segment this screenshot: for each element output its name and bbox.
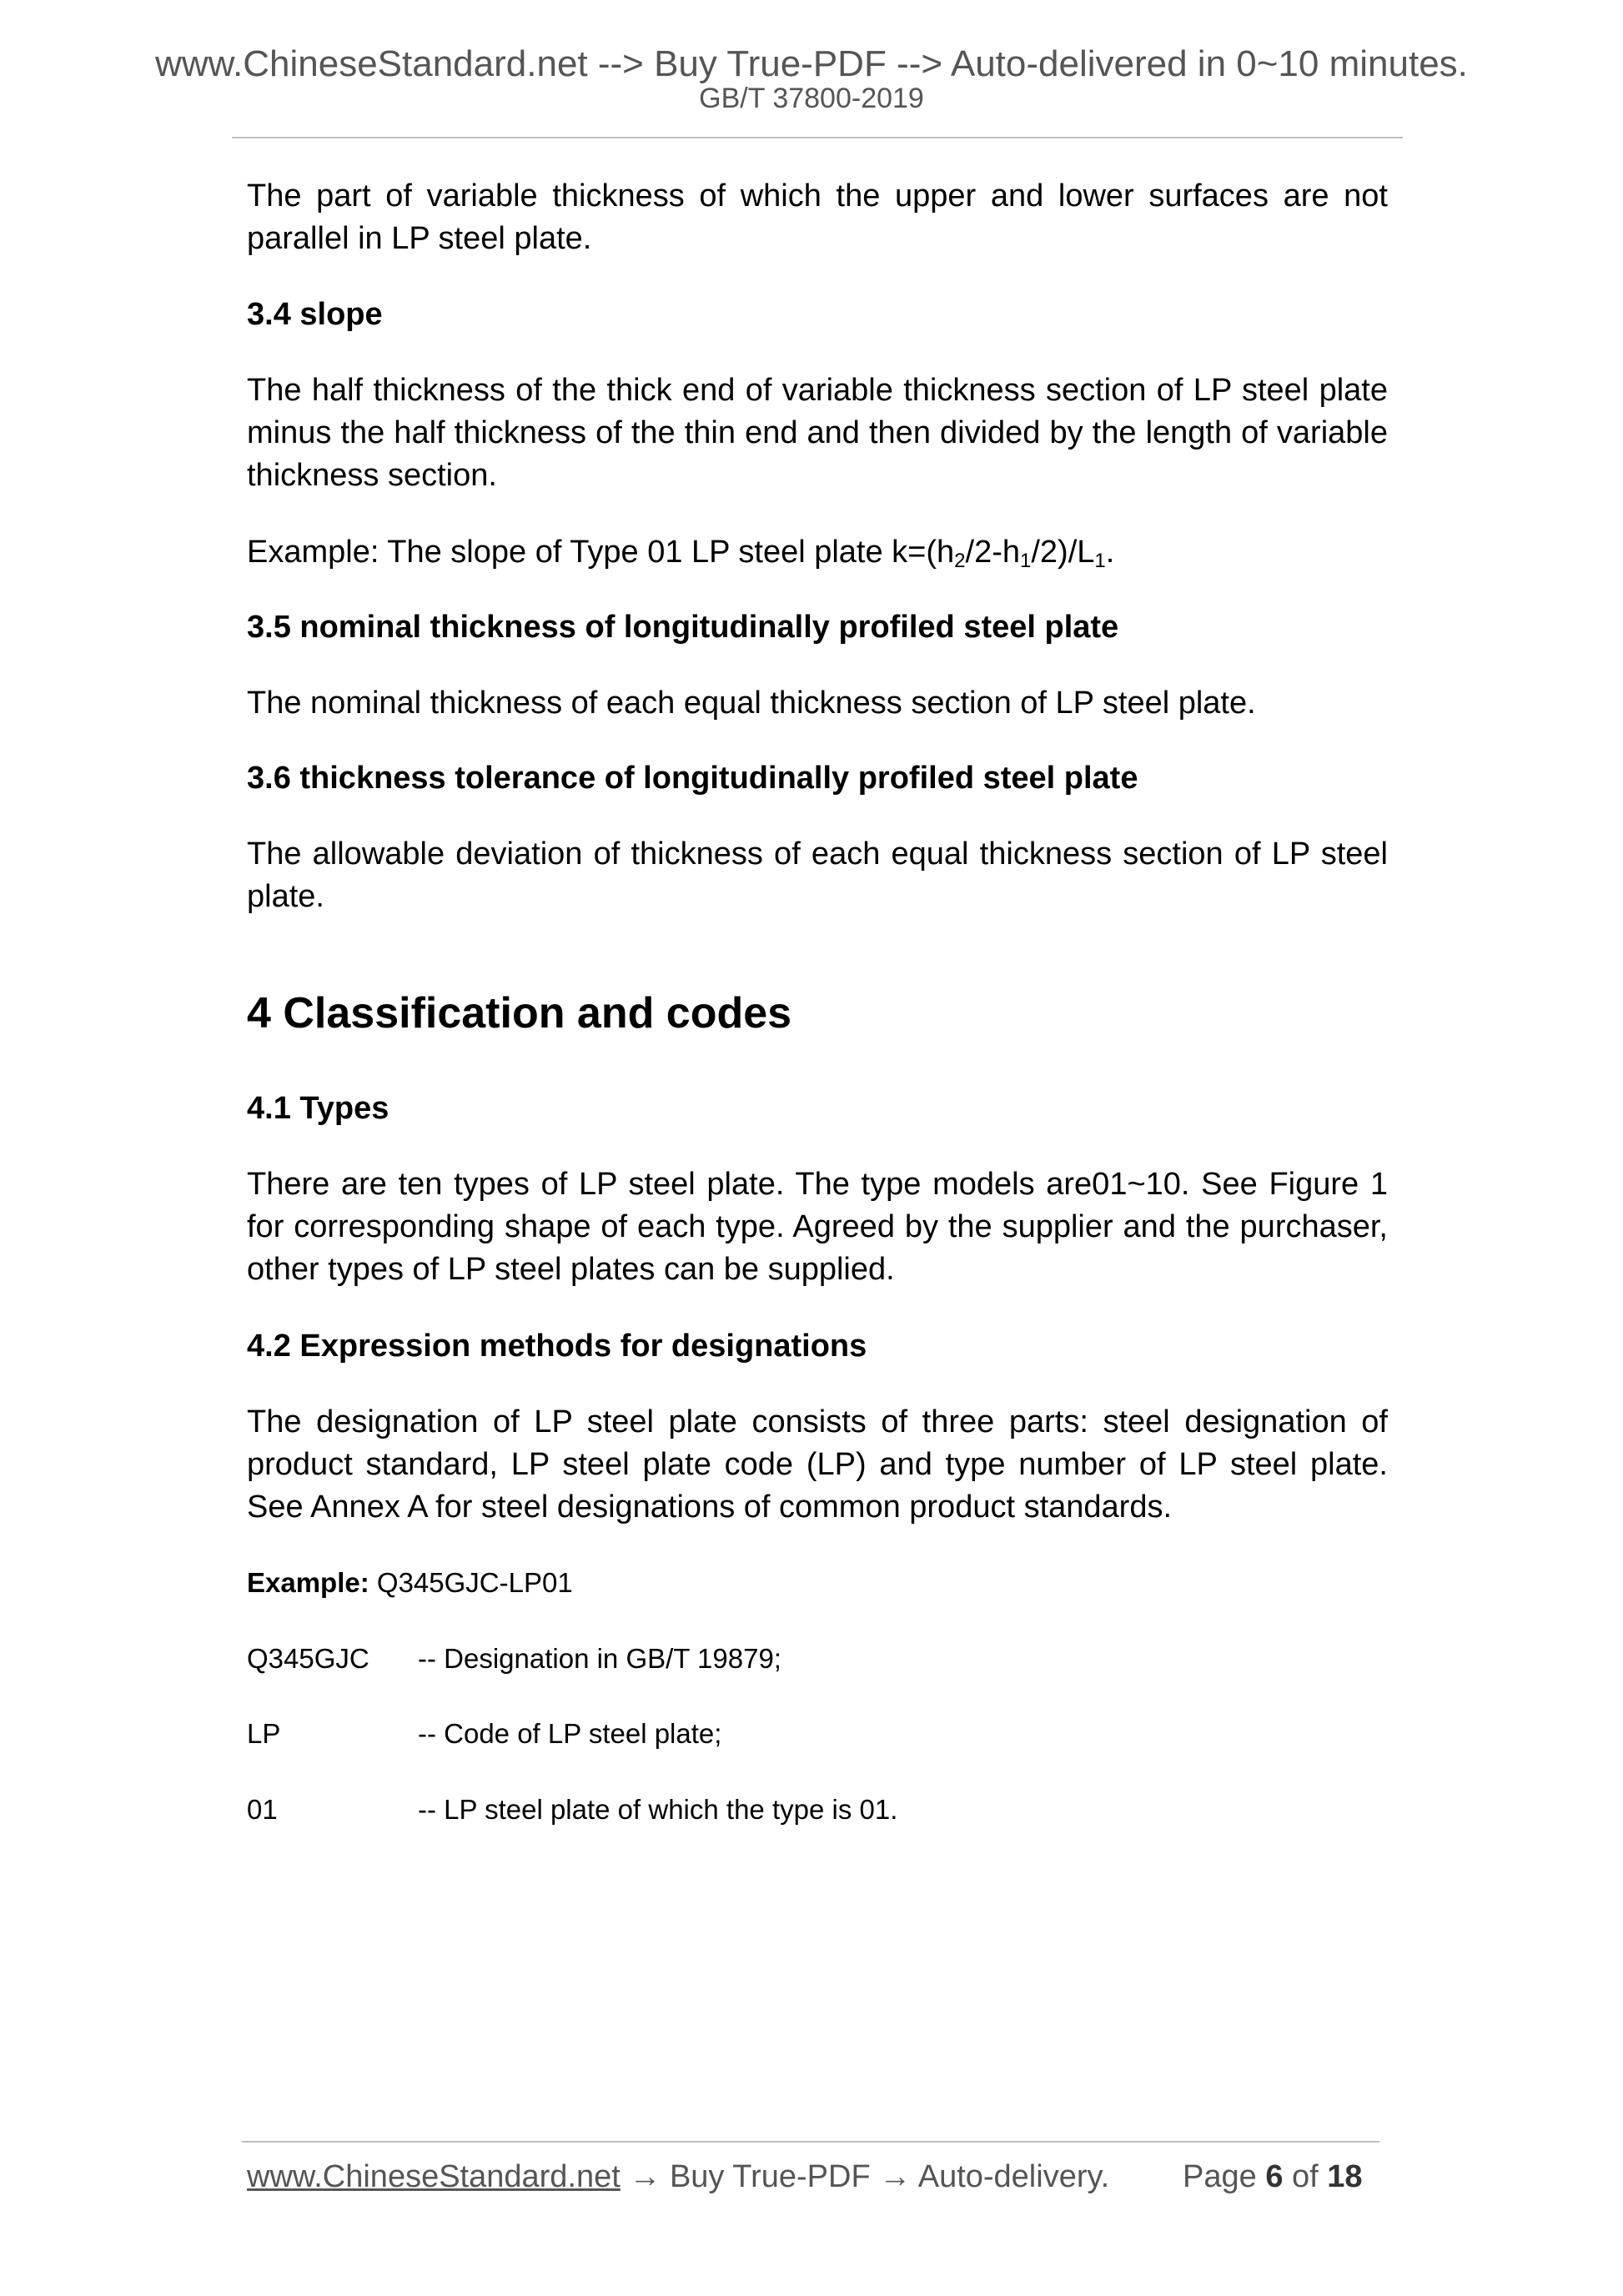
page-total: 18: [1327, 2159, 1363, 2194]
page-of: of: [1292, 2159, 1319, 2194]
footer-url[interactable]: www.ChineseStandard.net: [247, 2159, 621, 2194]
section-4-1-text: There are ten types of LP steel plate. The type models are01~10. See Figure 1 for corresponding shape of each type. Agreed by the supplier and the purchaser, other types of LP steel plates can be supplied.: [247, 1167, 1388, 1287]
example-label: Example:: [247, 1567, 369, 1598]
designation-example: [247, 1566, 573, 1600]
section-3-5-text: The nominal thickness of each equal thickness section of LP steel plate.: [247, 686, 1256, 721]
designation-desc-2: -- Code of LP steel plate;: [418, 1718, 722, 1749]
section-4-1-heading: 4.1 Types: [247, 1091, 389, 1126]
footer-link[interactable]: [247, 2158, 1109, 2195]
designation-term-2: LP: [247, 1718, 281, 1749]
page-current: 6: [1265, 2159, 1284, 2194]
designation-term-3: 01: [247, 1794, 278, 1825]
subscript-1a: 1: [1020, 550, 1032, 572]
page-label: Page: [1183, 2159, 1257, 2194]
example-mid-2: /2)/L: [1031, 535, 1095, 570]
example-end: .: [1105, 535, 1115, 570]
example-prefix: Example: The slope of Type 01 LP steel plate k=(h: [247, 535, 955, 570]
section-3-4-example: [247, 531, 1388, 574]
top-banner[interactable]: www.ChineseStandard.net --> Buy True-PDF --> Auto-delivered in 0~10 minutes.: [155, 43, 1468, 84]
section-4-2-heading: 4.2 Expression methods for designations: [247, 1329, 867, 1364]
section-3-4-heading: 3.4 slope: [247, 297, 383, 332]
arrow-right-icon: →: [879, 2159, 912, 2194]
arrow-right-icon: →: [629, 2159, 661, 2194]
intro-paragraph: The part of variable thickness of which the upper and lower surfaces are not parallel in LP steel plate.: [247, 178, 1388, 256]
section-3-6-text: The allowable deviation of thickness of each equal thickness section of LP steel plate.: [247, 837, 1388, 914]
example-mid-1: /2-h: [965, 535, 1020, 570]
section-4-2-text: The designation of LP steel plate consists of three parts: steel designation of product standard, LP steel plate code (LP) and type number of LP steel plate. See Annex A for steel designations of common product standards.: [247, 1404, 1388, 1525]
section-3-6-heading: 3.6 thickness tolerance of longitudinally profiled steel plate: [247, 761, 1138, 796]
example-value: Q345GJC-LP01: [376, 1567, 573, 1598]
subscript-2: 2: [954, 550, 966, 572]
footer-divider: [242, 2141, 1379, 2143]
header-divider: [232, 137, 1403, 138]
page-indicator: [1183, 2158, 1363, 2195]
section-3-5-heading: 3.5 nominal thickness of longitudinally profiled steel plate: [247, 610, 1119, 645]
subscript-1b: 1: [1094, 550, 1106, 572]
footer-delivery: Auto-delivery.: [917, 2159, 1110, 2194]
standard-code: GB/T 37800-2019: [699, 83, 924, 114]
designation-term-1: Q345GJC: [247, 1643, 369, 1674]
footer-buy: Buy True-PDF: [669, 2159, 871, 2194]
designation-desc-3: -- LP steel plate of which the type is 01.: [418, 1794, 898, 1825]
designation-desc-1: -- Designation in GB/T 19879;: [418, 1643, 781, 1674]
section-3-4-text: The half thickness of the thick end of variable thickness section of LP steel plate minus the half thickness of the thin end and then divided by the length of variable thickness section.: [247, 373, 1388, 493]
chapter-4-heading: 4 Classification and codes: [247, 989, 792, 1037]
